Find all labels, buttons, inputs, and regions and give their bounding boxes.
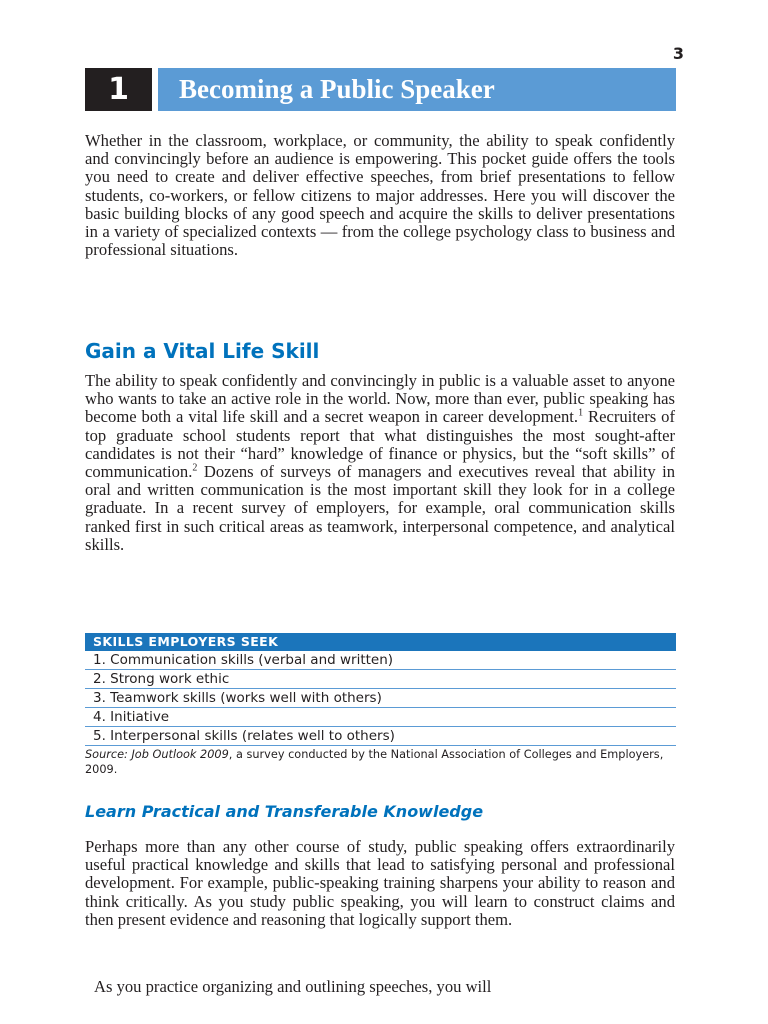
continuation-paragraph: As you practice organizing and outlining speeches, you will (94, 977, 492, 996)
source-description: , a survey conducted by the National Association of Colleges and Employers, 2009. (85, 748, 664, 776)
table-row: 2. Strong work ethic (85, 670, 676, 689)
footnote-marker-2[interactable]: 2 (192, 462, 198, 474)
chapter-header (85, 68, 676, 111)
chapter-title: Becoming a Public Speaker (158, 68, 676, 111)
section-heading-practical-knowledge: Learn Practical and Transferable Knowledge (85, 802, 484, 821)
chapter-number: 1 (85, 68, 152, 111)
vital-life-skill-paragraph (85, 372, 675, 554)
table-source-note (85, 747, 676, 777)
table-row: 4. Initiative (85, 708, 676, 727)
section-heading-vital-life-skill: Gain a Vital Life Skill (85, 339, 320, 363)
footnote-marker-1[interactable]: 1 (578, 407, 584, 419)
table-row: 1. Communication skills (verbal and written) (85, 651, 676, 670)
intro-paragraph: Whether in the classroom, workplace, or community, the ability to speak confidently and convincingly before an audience is empowering. This pocket guide offers the tools you need to create and deliver effective speeches, from brief presentations to fellow students, co-workers, or fellow citizens to major addresses. Here you will discover the basic building blocks of any good speech and acquire the skills to deliver presentations in a variety of specialized contexts — from the college psychology class to business and professional situations. (85, 131, 675, 260)
table-header: SKILLS EMPLOYERS SEEK (85, 633, 676, 651)
table-row: 5. Interpersonal skills (relates well to others) (85, 727, 676, 746)
skills-employers-seek-table (85, 633, 676, 746)
source-title: Job Outlook 2009 (131, 748, 229, 761)
paragraph-text-part-3: Dozens of surveys of managers and executives reveal that ability in oral and written communication is the most important skill they look for in a college graduate. In a recent survey of employers, for example, oral communication skills ranked first in such critical areas as teamwork, interpersonal competence, and analytical skills. (85, 462, 675, 554)
page-number: 3 (672, 44, 684, 63)
source-label: Source: (85, 748, 128, 761)
practical-knowledge-paragraph: Perhaps more than any other course of study, public speaking offers extraordinarily useful practical knowledge and skills that lead to satisfying personal and professional development. For example, public-speaking training sharpens your ability to reason and think critically. As you study public speaking, you will learn to construct claims and then present evidence and reasoning that logically support them. (85, 837, 675, 929)
table-row: 3. Teamwork skills (works well with others) (85, 689, 676, 708)
paragraph-text-part-1: The ability to speak confidently and convincingly in public is a valuable asset to anyone who wants to take an active role in the world. Now, more than ever, public speaking has become both a vital life skill and a secret weapon in career development. (85, 371, 675, 427)
paragraph-text-part-2: Recruiters of top graduate school students report that what distinguishes the most sought-after candidates is not their “hard” knowledge of finance or physics, but the “soft skills” of communication. (85, 407, 675, 482)
